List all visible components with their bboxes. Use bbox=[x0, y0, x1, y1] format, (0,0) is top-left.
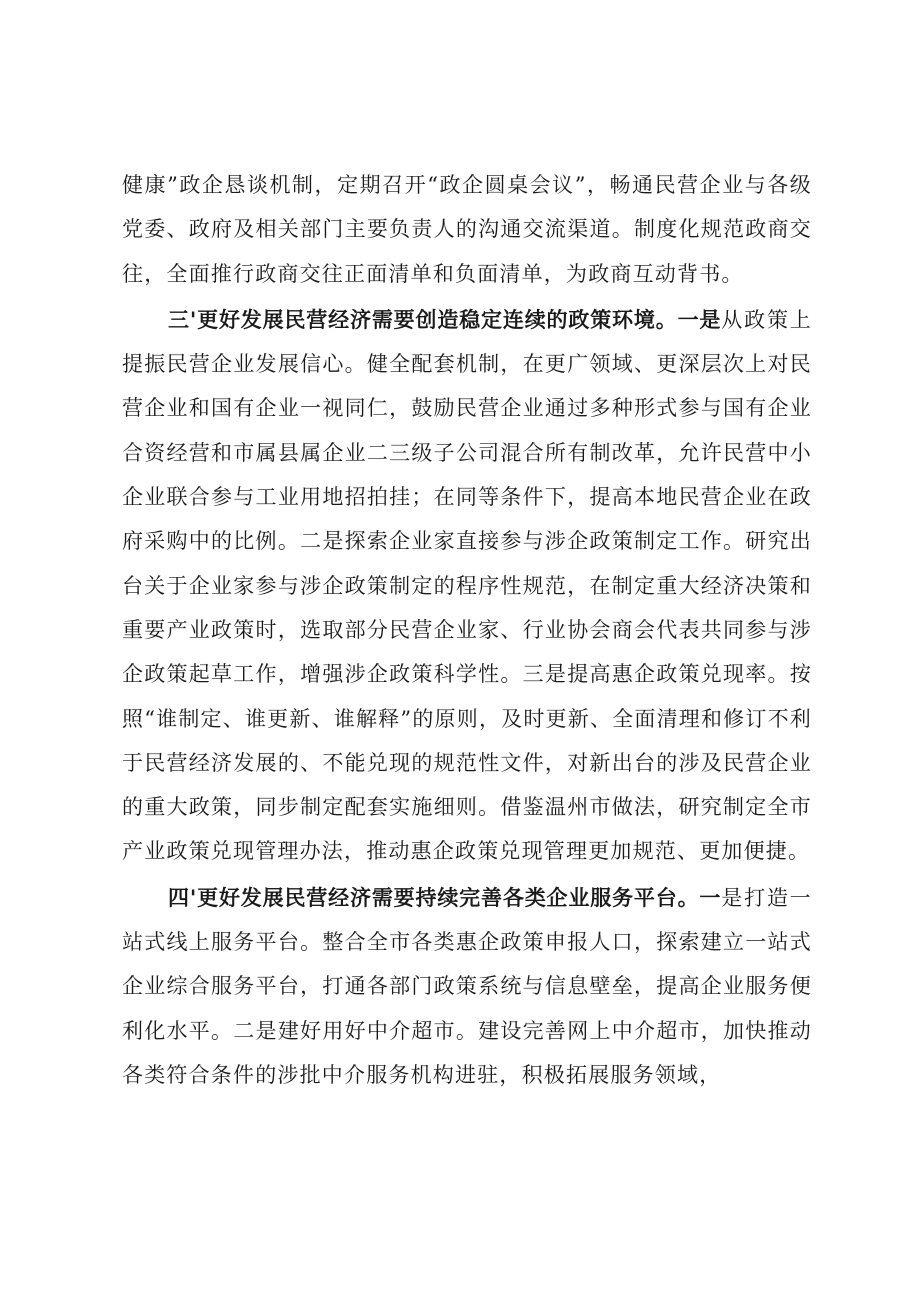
paragraph-2-text: 从政策上提振民营企业发展信心。健全配套机制，在更广领域、更深层次上对民营企业和国有企业一视同仁，鼓励民营企业通过多种形式参与国有企业合资经营和市属县属企业二三级子公司混合所有制改革，允许民营中小企业联合参与工业用地招拍挂；在同等条件下，提高本地民营企业在政府采购中的比例。二是探索企业家直接参与涉企政策制定工作。研究出台关于企业家参与涉企政策制定的程序性规范，在制定重大经济决策和重要产业政策时，选取部分民营企业家、行业协会商会代表共同参与涉企政策起草工作，增强涉企政策科学性。三是提高惠企政策兑现率。按照“谁制定、谁更新、谁解释”的原则，及时更新、全面清理和修订不利于民营经济发展的、不能兑现的规范性文件，对新出台的涉及民营企业的重大政策，同步制定配套实施细则。借鉴温州市做法，研究制定全市产业政策兑现管理办法，推动惠企政策兑现管理更加规范、更加便捷。 bbox=[122, 307, 812, 864]
paragraph-3-heading: 四'更好发展民营经济需要持续完善各类企业服务平台。一 bbox=[168, 885, 722, 910]
paragraph-3-text: 是打造一站式线上服务平台。整合全市各类惠企政策申报人口，探索建立一站式企业综合服务平台，打通各部门政策系统与信息壁垒，提高企业服务便利化水平。二是建好用好中介超市。建设完善网上中介超市，加快推动各类符合条件的涉批中介服务机构进驻，积极拓展服务领域， bbox=[122, 885, 812, 1087]
paragraph-1-text: 健康”政企恳谈机制，定期召开“政企圆桌会议”，畅通民营企业与各级党委、政府及相关部门主要负责人的沟通交流渠道。制度化规范政商交往，全面推行政商交往正面清单和负面清单，为政商互动背书。 bbox=[122, 173, 812, 286]
document-body bbox=[122, 163, 812, 1097]
paragraph-1 bbox=[122, 163, 812, 296]
paragraph-2-heading: 三'更好发展民营经济需要创造稳定连续的政策环境。一是 bbox=[168, 307, 722, 332]
paragraph-3 bbox=[122, 876, 812, 1097]
paragraph-2 bbox=[122, 298, 812, 874]
